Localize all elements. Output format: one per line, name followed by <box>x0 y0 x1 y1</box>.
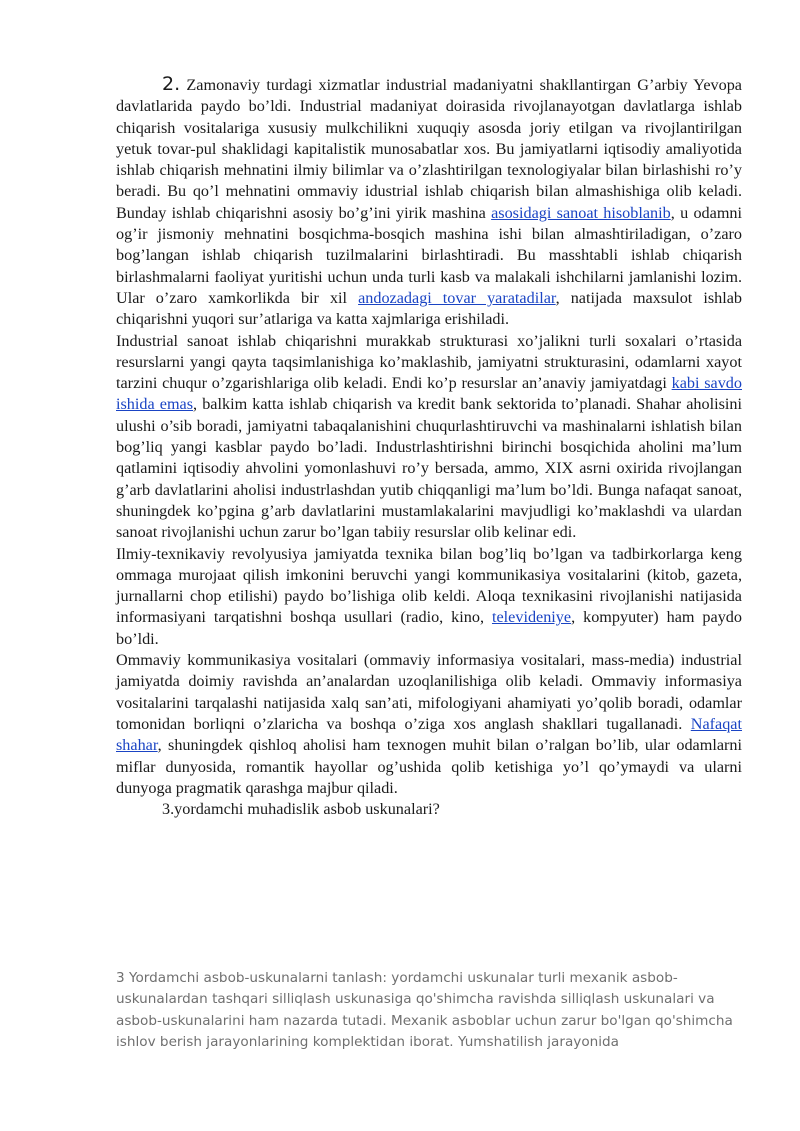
paragraph-mass-media <box>116 650 742 799</box>
paragraph-text: , shuningdek qishloq aholisi ham texnogen muhit bilan o’ralgan bo’lib, ular odamlarni miflar dunyosida, romantik hayollar og’ushida qolib ketishiga yo’l qo’ymaydi va ularni dunyoga pragmatik qarashga majbur qiladi. <box>116 736 742 797</box>
hyperlink-savdo[interactable]: kabi savdo ishida emas <box>116 374 742 414</box>
paragraph-scientific-revolution <box>116 544 742 650</box>
hyperlink-televideniye[interactable]: televideniye <box>491 608 572 627</box>
hyperlink-sanoat[interactable]: asosidagi sanoat hisoblanib <box>491 203 671 222</box>
paragraph-text: , natijada maxsulot ishlab chiqarishni yuqori sur’atlariga va katta xajmlariga erishiladi. <box>116 288 742 329</box>
question-heading: 3.yordamchi muhadislik asbob uskunalari? <box>162 800 440 819</box>
paragraph-industrial-culture <box>116 74 742 331</box>
paragraph-text: , kompyuter) ham paydo bo’ldi. <box>116 608 742 648</box>
paragraph-text: , balkim katta ishlab chiqarish va kredit bank sektorida to’planadi. Shahar aholisini ulushi o’sib boradi, jamiyatni tabaqalanishini chuqurlashtiruvchi va mashinalarni ishlatish bilan bog’liq yangi kasblar paydo bo’ladi. Industrlashtirishni birinchi bosqichida aholini ma’lum qatlamini iqtisodiy ahvolini yomonlashuvi ro’y bersada, ammo, XIX asrni oxirida rivojlangan g’arb davlatlarini aholisi industrlashdan yutib chiqqanligi ma’lum bo’ldi. Bunga nafaqat sanoat, shuningdek ko’pgina g’arb davlatlarini mustamlakalarini mavjudligi ko’maklashdi va ulardan sanoat rivojlanishi uchun zarur bo’lgan tabiiy resurslar olib kelinar edi. <box>116 395 742 542</box>
paragraph-text: Zamonaviy turdagi xizmatlar industrial madaniyatni shakllantirgan G’arbiy Yevopa davlatlarida paydo bo’ldi. Industrial madaniyat doirasida rivojlanayotgan davlatlarga ishlab chiqarish vositalariga xususiy mulkchilikni xuquqiy asosda joriy etilgan va rivojlantirilgan yetuk tovar-pul shaklidagi kapitalistik munosabatlar xos. Bu jamiyatlarni iqtisodiy amaliyotida ishlab chiqarish mehnatini ilmiy bilimlar va o’zlashtirilgan texnologiyalar bilan birlashishi ro’y beradi. Bu qo’l mehnatini ommaviy idustrial ishlab chiqarish bilan almashishiga olib keladi. Bunday ishlab chiqarishni asosiy bo’g’ini yirik mashina <box>116 76 742 222</box>
paragraph-industrial-structure <box>116 331 742 544</box>
paragraph-text: Ilmiy-texnikaviy revolyusiya jamiyatda texnika bilan bog’liq bo’lgan va tadbirkorlarga keng ommaga murojaat qilish imkonini beruvchi yangi kommunikasiya vositalarini (kitob, gazeta, jurnallarni chop etilishi) paydo bo’lishiga olib keldi. Aloqa texnikasini rivojlanishi natijasida informasiyani tarqatishni boshqa usullari (radio, kino, <box>116 544 742 627</box>
section-number: 2. <box>162 73 181 95</box>
document-body <box>116 74 742 820</box>
hyperlink-shahar[interactable]: Nafaqat shahar <box>116 714 742 755</box>
hyperlink-tovar[interactable]: andozadagi tovar yaratadilar <box>358 288 556 307</box>
paragraph-text: Ommaviy kommunikasiya vositalari (ommaviy informasiya vositalari, mass-media) industrial jamiyatda doimiy ravishda an’analardan uzoqlanilishiga olib keladi. Ommaviy informasiya vositalarini tarqalashi natijasida xalq san’ati, mifologiyani ahamiyati yo’qolib boradi, odamlar tomonidan borliqni o’zlaricha va boshqa o’ziga xos anglash shakllari tugallanadi. <box>116 651 742 733</box>
answer-text: 3 Yordamchi asbob-uskunalarni tanlash: yordamchi uskunalar turli mexanik asbob-uskunalardan tashqari silliqlash uskunasiga qo'shimcha ravishda silliqlash uskunalari va asbob-uskunalarini ham nazarda tutadi. Mexanik asboblar uchun zarur bo'lgan qo'shimcha ishlov berish jarayonlarining komplektidan iborat. Yumshatilish jarayonida <box>116 970 733 1051</box>
paragraph-text: , u odamni og’ir jismoniy mehnatini bosqichma-bosqich mashina ishi bilan almashtiriladigan, o’zaro bog’langan ishlab chiqarish tuzilmalarini birlashtiradi. Bu masshtabli ishlab chiqarish birlashmalarni faoliyat yuritishi uchun unda turli kasb va malakali ishchilarni jamlanishi lozim. Ular o’zaro xamkorlikda bir xil <box>116 203 743 307</box>
paragraph-text: Industrial sanoat ishlab chiqarishni murakkab strukturasi xo’jalikni turli soxalari o’rtasida resurslarni yangi qayta taqsimlanishiga ko’maklashib, jamiyatni strukturasini, odamlarni xayot tarzini chuqur o’zgarishlariga olib keladi. Endi ko’p resurslar an’anaviy jamiyatdagi <box>116 331 742 393</box>
